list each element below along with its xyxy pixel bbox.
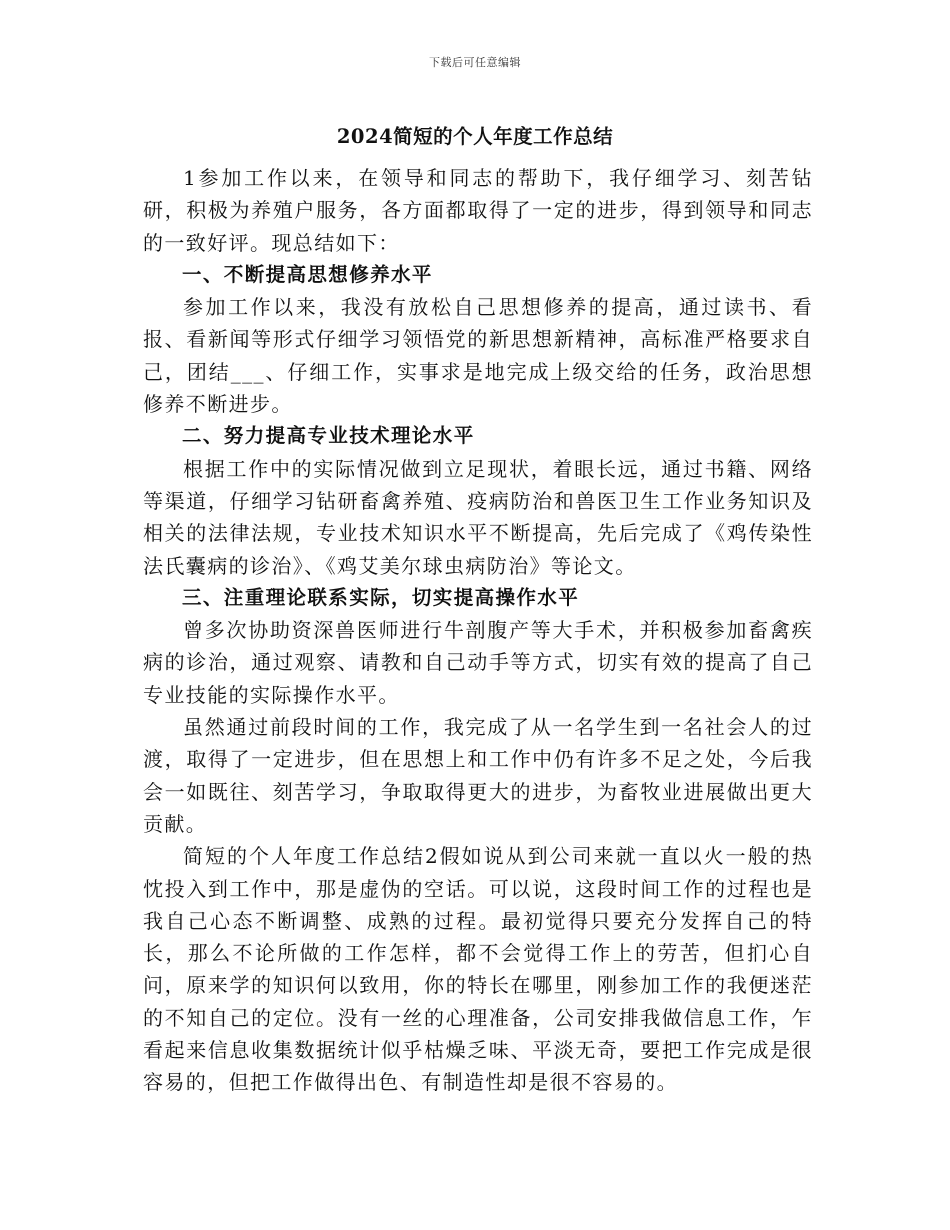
section-1-paragraph: 参加工作以来，我没有放松自己思想修养的提高，通过读书、看报、看新闻等形式仔细学习领悟党的新思想新精神，高标准严格要求自己，团结___、仔细工作，实事求是地完成上级交给的任务，政治思想修养不断进步。 (143, 295, 813, 417)
section-3-paragraph: 曾多次协助资深兽医师进行牛剖腹产等大手术，并积极参加畜禽疾病的诊治，通过观察、请教和自己动手等方式，切实有效的提高了自己专业技能的实际操作水平。 (143, 618, 813, 707)
section-heading-1: 一、不断提高思想修养水平 (182, 262, 433, 286)
document-body (143, 162, 813, 1099)
section-heading-2: 二、努力提高专业技术理论水平 (182, 424, 475, 448)
header-note: 下载后可任意编辑 (429, 56, 521, 69)
document-title: 2024简短的个人年度工作总结 (336, 125, 614, 148)
section-heading-3: 三、注重理论联系实际，切实提高操作水平 (182, 585, 580, 609)
summary-2-paragraph: 简短的个人年度工作总结2假如说从到公司来就一直以火一般的热忱投入到工作中，那是虚伪的空话。可以说，这段时间工作的过程也是我自己心态不断调整、成熟的过程。最初觉得只要充分发挥自己的特长，那么不论所做的工作怎样，都不会觉得工作上的劳苦，但扪心自问，原来学的知识何以致用，你的特长在哪里，刚参加工作的我便迷茫的不知自己的定位。没有一丝的心理准备，公司安排我做信息工作，乍看起来信息收集数据统计似乎枯燥乏味、平淡无奇，要把工作完成是很容易的，但把工作做得出色、有制造性却是很不容易的。 (143, 844, 813, 1095)
section-2-paragraph: 根据工作中的实际情况做到立足现状，着眼长远，通过书籍、网络等渠道，仔细学习钻研畜禽养殖、疫病防治和兽医卫生工作业务知识及相关的法律法规，专业技术知识水平不断提高，先后完成了《鸡传染性法氏囊病的诊治》、《鸡艾美尔球虫病防治》等论文。 (143, 456, 813, 578)
intro-paragraph: 1参加工作以来，在领导和同志的帮助下，我仔细学习、刻苦钻研，积极为养殖户服务，各方面都取得了一定的进步，得到领导和同志的一致好评。现总结如下： (143, 166, 813, 255)
conclusion-paragraph: 虽然通过前段时间的工作，我完成了从一名学生到一名社会人的过渡，取得了一定进步，但在思想上和工作中仍有许多不足之处，今后我会一如既往、刻苦学习，争取取得更大的进步，为畜牧业进展做出更大贡献。 (143, 715, 813, 836)
